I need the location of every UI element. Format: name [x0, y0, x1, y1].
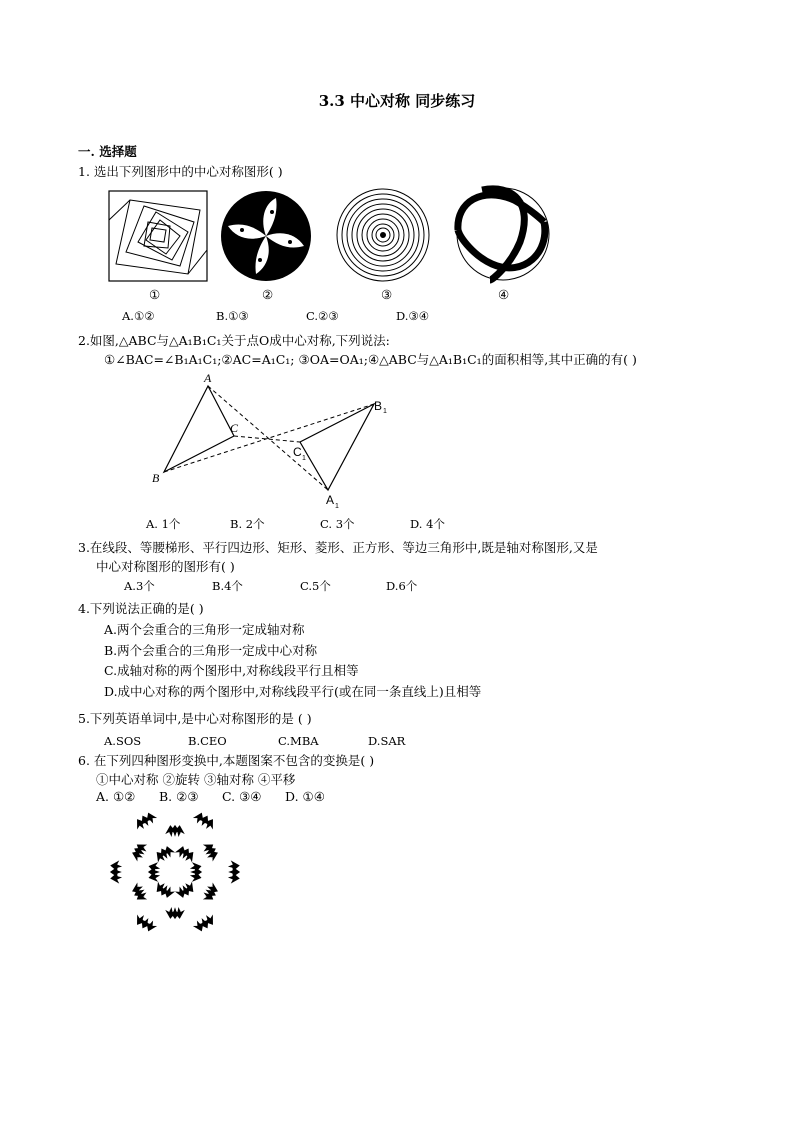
q6-pattern-figure — [100, 806, 250, 936]
q6-stem: 6. 在下列四种图形变换中,本题图案不包含的变换是( ) — [78, 753, 375, 768]
q2-figure — [150, 370, 390, 510]
q6-option-a: A. ①② — [96, 789, 136, 804]
point-c: C — [230, 421, 239, 435]
point-c1: C — [293, 445, 302, 459]
q1-figure-3 — [336, 188, 430, 282]
page-title: 3.3 中心对称 同步练习 — [318, 92, 476, 110]
q6-option-c: C. ③④ — [222, 789, 262, 804]
q1-figure-4 — [452, 182, 554, 286]
q6-option-b: B. ②③ — [159, 789, 199, 804]
q2-stem: 2.如图,△ABC与△A₁B₁C₁关于点O成中心对称,下列说法: — [78, 333, 390, 348]
q5-stem: 5.下列英语单词中,是中心对称图形的是 ( ) — [78, 711, 312, 726]
q4-option-a: A.两个会重合的三角形一定成轴对称 — [104, 622, 305, 637]
point-a: A — [204, 371, 212, 385]
q3-option-c: C.5个 — [300, 579, 331, 593]
q3-stem: 3.在线段、等腰梯形、平行四边形、矩形、菱形、正方形、等边三角形中,既是轴对称图形,又是 — [78, 540, 598, 555]
q4-option-d: D.成中心对称的两个图形中,对称线段平行(或在同一条直线上)且相等 — [104, 684, 482, 699]
q3-stem-continued: 中心对称图形的图形有( ) — [96, 559, 235, 574]
q2-option-a: A. 1个 — [146, 517, 181, 531]
q1-fig-label-4: ④ — [498, 287, 510, 302]
q6-transform-list: ①中心对称 ②旋转 ③轴对称 ④平移 — [96, 772, 296, 787]
point-b1: B — [374, 399, 383, 413]
q6-option-d: D. ①④ — [285, 789, 325, 804]
q3-option-d: D.6个 — [386, 579, 418, 593]
q2-option-b: B. 2个 — [230, 517, 265, 531]
point-a1: A — [326, 493, 335, 507]
q2-option-c: C. 3个 — [320, 517, 355, 531]
q2-statements: ①∠BAC=∠B₁A₁C₁;②AC=A₁C₁; ③OA=OA₁;④△ABC与△A₁B₁C₁的面积相等,其中正确的有( ) — [104, 352, 637, 367]
q1-option-b: B.①③ — [216, 309, 249, 323]
q1-fig-label-2: ② — [262, 287, 274, 302]
q5-option-d: D.SAR — [368, 734, 406, 748]
point-a1-sub: 1 — [335, 503, 339, 510]
q5-option-a: A.SOS — [104, 734, 142, 748]
q1-fig-label-3: ③ — [381, 287, 393, 302]
q4-option-c: C.成轴对称的两个图形中,对称线段平行且相等 — [104, 663, 359, 678]
point-b: B — [152, 471, 160, 485]
section-heading: 一. 选择题 — [78, 144, 137, 159]
point-b1-sub: 1 — [383, 408, 387, 415]
q1-figure-2 — [220, 190, 312, 282]
q1-option-c: C.②③ — [306, 309, 339, 323]
q2-option-d: D. 4个 — [410, 517, 445, 531]
q1-fig-label-1: ① — [149, 287, 161, 302]
q1-figure-1 — [108, 190, 208, 282]
q4-option-b: B.两个会重合的三角形一定成中心对称 — [104, 643, 318, 658]
q3-option-b: B.4个 — [212, 579, 243, 593]
q5-option-c: C.MBA — [278, 734, 319, 748]
q1-option-a: A.①② — [122, 309, 155, 323]
q1-option-d: D.③④ — [396, 309, 430, 323]
point-c1-sub: 1 — [302, 455, 306, 462]
q3-option-a: A.3个 — [124, 579, 155, 593]
q4-stem: 4.下列说法正确的是( ) — [78, 601, 204, 616]
q5-option-b: B.CEO — [188, 734, 227, 748]
q1-stem: 1. 选出下列图形中的中心对称图形( ) — [78, 164, 283, 179]
